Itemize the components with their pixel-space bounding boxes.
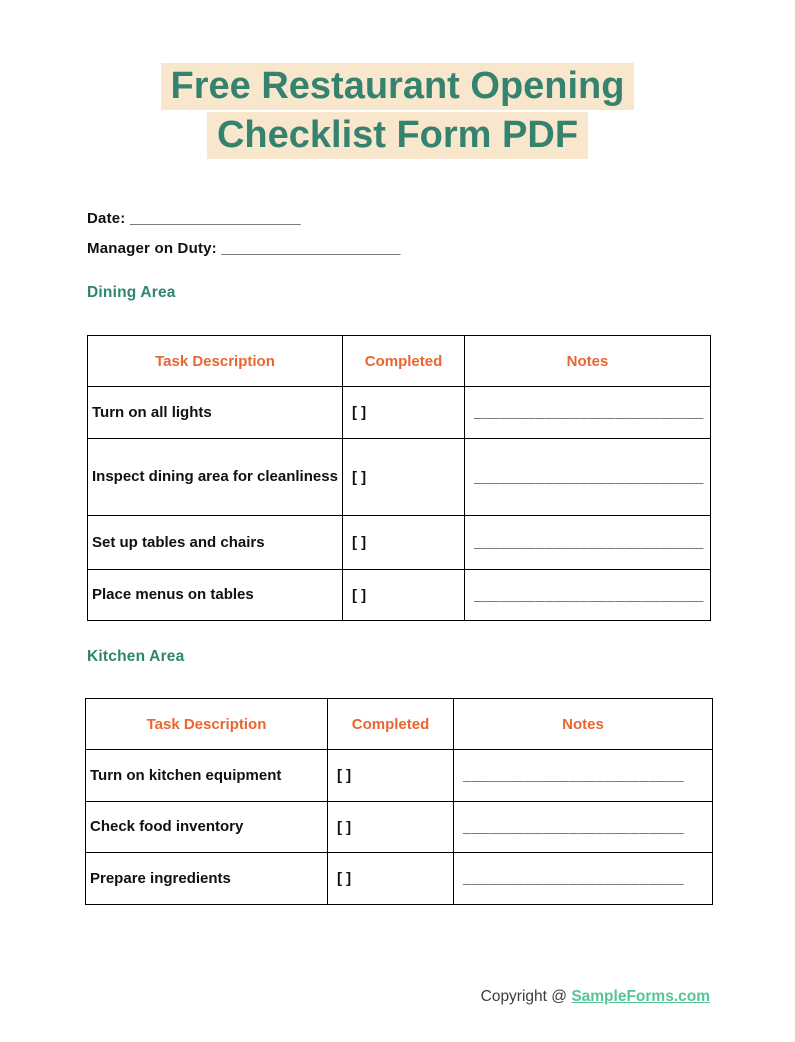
- page-title-line-2: Checklist Form PDF: [207, 112, 588, 159]
- column-header-task-description: Task Description: [88, 336, 343, 387]
- task-cell: Place menus on tables: [88, 570, 343, 621]
- table-header-row: [86, 699, 713, 750]
- table-row: [88, 387, 711, 439]
- task-cell: Turn on all lights: [88, 387, 343, 439]
- manager-label: Manager on Duty:: [87, 240, 217, 257]
- date-blank-line: ____________________: [129, 210, 301, 227]
- dining-area-table: [87, 335, 711, 621]
- checkbox-placeholder: [ ]: [328, 853, 454, 905]
- task-cell: Inspect dining area for cleanliness: [88, 439, 343, 516]
- footer-copyright: [481, 988, 710, 1006]
- column-header-notes: Notes: [465, 336, 711, 387]
- column-header-notes: Notes: [454, 699, 713, 750]
- kitchen-area-table: [85, 698, 713, 905]
- notes-blank-line: __________________________: [465, 439, 711, 516]
- sampleforms-link[interactable]: SampleForms.com: [571, 988, 710, 1005]
- table-row: [86, 802, 713, 853]
- table-row: [88, 516, 711, 570]
- section-heading-kitchen-area: Kitchen Area: [87, 648, 185, 665]
- copyright-text: Copyright @: [480, 988, 572, 1005]
- task-cell: Set up tables and chairs: [88, 516, 343, 570]
- checkbox-placeholder: [ ]: [343, 439, 465, 516]
- notes-blank-line: _________________________: [454, 750, 713, 802]
- task-cell: Check food inventory: [86, 802, 328, 853]
- manager-blank-line: _____________________: [221, 240, 401, 257]
- table-row: [86, 853, 713, 905]
- table-row: [88, 570, 711, 621]
- column-header-completed: Completed: [343, 336, 465, 387]
- checkbox-placeholder: [ ]: [343, 570, 465, 621]
- form-meta: [87, 210, 795, 257]
- page-title: [0, 62, 795, 160]
- notes-blank-line: _________________________: [454, 802, 713, 853]
- notes-blank-line: __________________________: [465, 570, 711, 621]
- table-header-row: [88, 336, 711, 387]
- table-row: [88, 439, 711, 516]
- date-label: Date:: [87, 210, 126, 227]
- checkbox-placeholder: [ ]: [343, 516, 465, 570]
- column-header-task-description: Task Description: [86, 699, 328, 750]
- checkbox-placeholder: [ ]: [328, 750, 454, 802]
- date-line: [87, 210, 795, 227]
- notes-blank-line: __________________________: [465, 516, 711, 570]
- checkbox-placeholder: [ ]: [343, 387, 465, 439]
- task-cell: Turn on kitchen equipment: [86, 750, 328, 802]
- notes-blank-line: _________________________: [454, 853, 713, 905]
- section-heading-dining-area: Dining Area: [87, 284, 176, 301]
- page-title-line-1: Free Restaurant Opening: [161, 63, 635, 110]
- column-header-completed: Completed: [328, 699, 454, 750]
- checkbox-placeholder: [ ]: [328, 802, 454, 853]
- table-row: [86, 750, 713, 802]
- manager-line: [87, 240, 795, 257]
- notes-blank-line: __________________________: [465, 387, 711, 439]
- task-cell: Prepare ingredients: [86, 853, 328, 905]
